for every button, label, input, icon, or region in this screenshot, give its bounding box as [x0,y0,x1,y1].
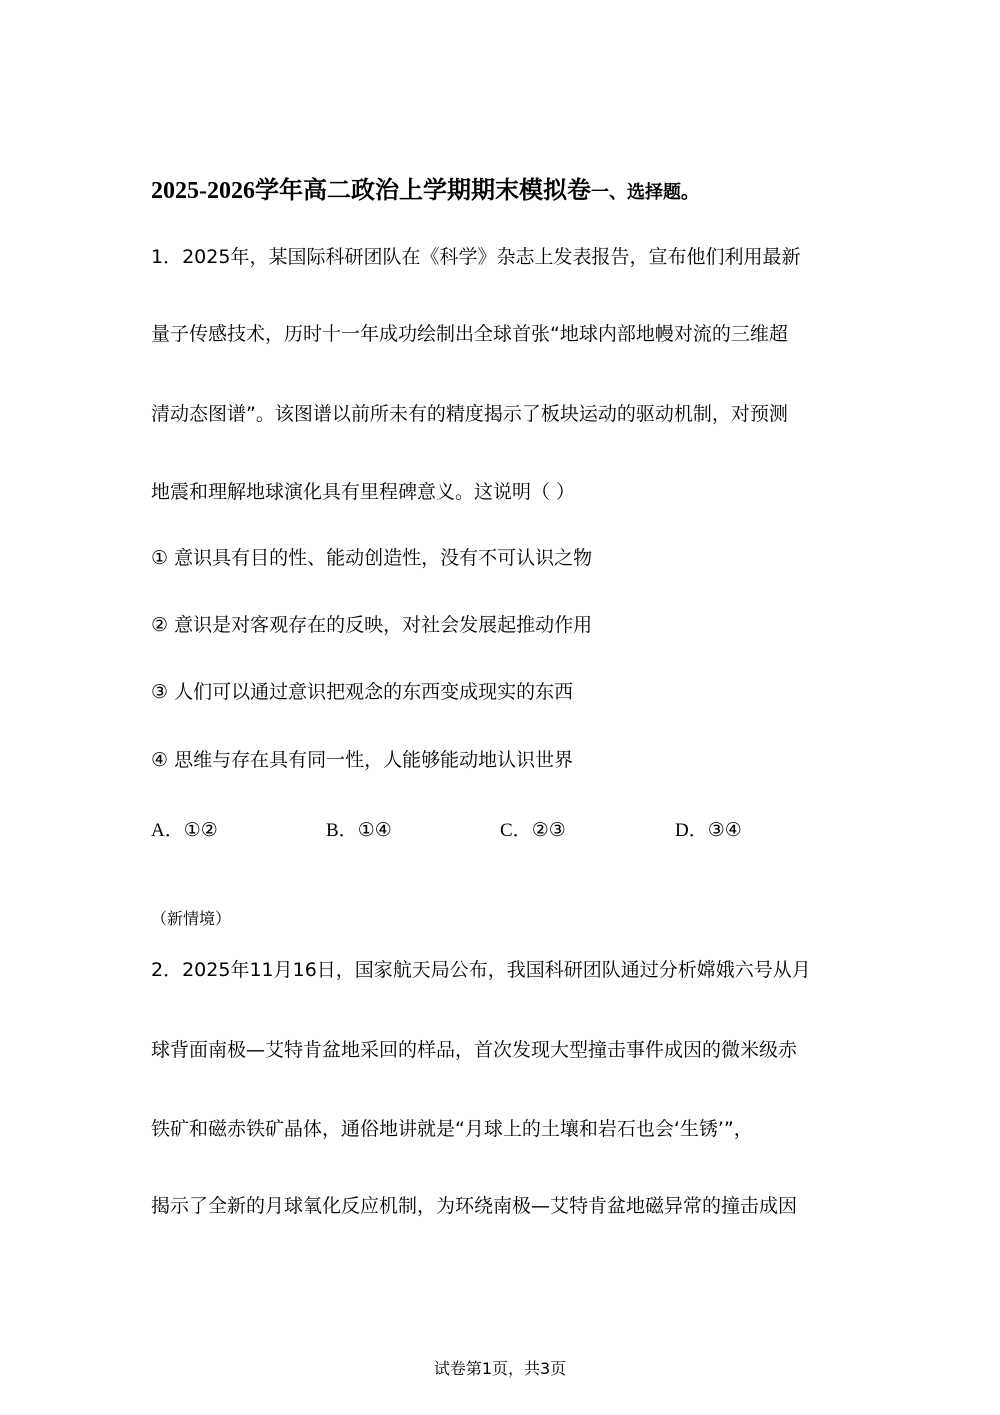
q2-stem-line-2: 球背面南极—艾特肯盆地采回的样品，首次发现大型撞击事件成因的微米级赤 [151,1039,798,1061]
q2-stem-line-1: 2．2025年11月16日，国家航天局公布，我国科研团队通过分析嫦娥六号从月 [151,959,811,981]
option-b-value: ①④ [357,819,392,841]
option-b[interactable] [326,815,392,842]
q1-stem-line-2: 量子传感技术，历时十一年成功绘制出全球首张“地球内部地幔对流的三维超 [151,323,788,345]
context-tag: （新情境） [151,909,232,928]
option-d-value: ③④ [707,819,742,841]
option-a[interactable] [151,815,218,842]
q1-statement-1: ① 意识具有目的性、能动创造性，没有不可认识之物 [151,547,593,569]
q2-stem-line-3: 铁矿和磁赤铁矿晶体，通俗地讲就是“月球上的土壤和岩石也会‘生锈’”， [151,1118,753,1140]
q1-stem-line-1: 1．2025年，某国际科研团队在《科学》杂志上发表报告，宣布他们利用最新 [151,246,801,268]
option-d[interactable] [675,815,742,842]
q1-options [151,815,851,841]
document-title [151,170,699,205]
q1-stem-line-4: 地震和理解地球演化具有里程碑意义。这说明（ ） [151,481,576,503]
page-footer: 试卷第1页，共3页 [433,1359,567,1378]
q1-statement-2: ② 意识是对客观存在的反映，对社会发展起推动作用 [151,614,593,636]
section-heading: 一、选择题。 [591,182,699,203]
option-a-value: ①② [183,819,218,841]
option-c-letter: C． [500,820,532,841]
option-c[interactable] [500,815,566,842]
q1-statement-3: ③ 人们可以通过意识把观念的东西变成现实的东西 [151,681,574,703]
q1-statement-4: ④ 思维与存在具有同一性，人能够能动地认识世界 [151,749,574,771]
option-c-value: ②③ [531,819,566,841]
q2-stem-line-4: 揭示了全新的月球氧化反应机制，为环绕南极—艾特肯盆地磁异常的撞击成因 [151,1195,798,1217]
option-b-letter: B． [326,820,358,841]
option-d-letter: D． [675,820,708,841]
option-a-letter: A． [151,820,184,841]
title-main: 2025-2026学年高二政治上学期期末模拟卷 [151,178,591,204]
q1-stem-line-3: 清动态图谱”。该图谱以前所未有的精度揭示了板块运动的驱动机制，对预测 [151,403,788,425]
